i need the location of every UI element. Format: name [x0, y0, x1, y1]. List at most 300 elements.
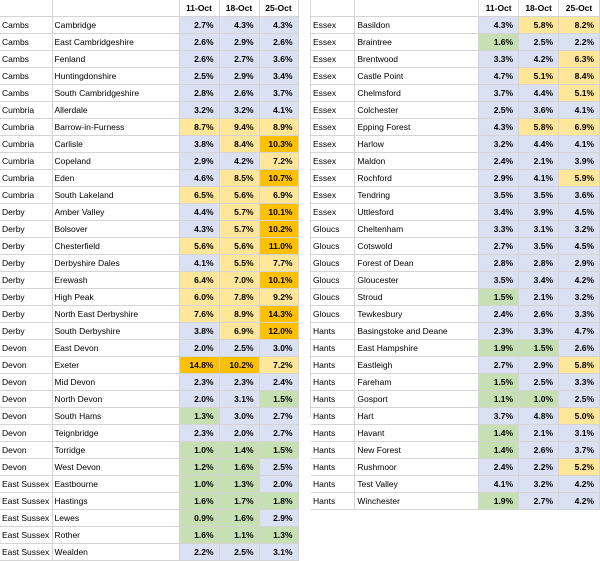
rate-11-oct-cell[interactable]: 1.4% [479, 425, 519, 442]
rate-11-oct-cell[interactable]: 4.3% [479, 119, 519, 136]
rate-25-oct-cell[interactable]: 3.6% [259, 51, 298, 68]
rate-25-oct-cell[interactable]: 3.7% [559, 442, 600, 459]
rate-25-oct-cell[interactable]: 3.4% [259, 68, 298, 85]
rate-25-oct-cell[interactable]: 4.1% [559, 136, 600, 153]
district-cell[interactable]: Fenland [52, 51, 179, 68]
county-cell[interactable]: Essex [311, 51, 355, 68]
rate-25-oct-cell[interactable]: 4.1% [259, 102, 298, 119]
rate-25-oct-cell[interactable]: 4.5% [559, 238, 600, 255]
rate-18-oct-cell[interactable]: 2.1% [519, 425, 559, 442]
date-header[interactable]: 25-Oct [259, 0, 298, 17]
rate-11-oct-cell[interactable]: 1.2% [179, 459, 219, 476]
county-cell[interactable]: Devon [0, 459, 52, 476]
rate-25-oct-cell[interactable]: 2.0% [259, 476, 298, 493]
rate-18-oct-cell[interactable]: 4.4% [519, 85, 559, 102]
county-cell[interactable]: Gloucs [311, 272, 355, 289]
rate-18-oct-cell[interactable]: 5.7% [219, 221, 259, 238]
rate-25-oct-cell[interactable]: 3.2% [559, 221, 600, 238]
rate-11-oct-cell[interactable]: 4.4% [179, 204, 219, 221]
district-cell[interactable]: Copeland [52, 153, 179, 170]
district-cell[interactable]: Chesterfield [52, 238, 179, 255]
rate-11-oct-cell[interactable]: 2.3% [479, 323, 519, 340]
rate-11-oct-cell[interactable]: 4.1% [179, 255, 219, 272]
district-cell[interactable]: Hart [355, 408, 479, 425]
rate-18-oct-cell[interactable]: 5.6% [219, 238, 259, 255]
rate-11-oct-cell[interactable]: 2.5% [179, 68, 219, 85]
district-cell[interactable]: Basildon [355, 17, 479, 34]
rate-25-oct-cell[interactable]: 2.2% [559, 34, 600, 51]
rate-11-oct-cell[interactable]: 1.1% [479, 391, 519, 408]
rate-18-oct-cell[interactable]: 3.5% [519, 238, 559, 255]
rate-18-oct-cell[interactable]: 2.9% [519, 357, 559, 374]
district-cell[interactable]: East Hampshire [355, 340, 479, 357]
county-cell[interactable]: Cambs [0, 85, 52, 102]
rate-25-oct-cell[interactable]: 1.5% [259, 442, 298, 459]
rate-18-oct-cell[interactable]: 3.9% [519, 204, 559, 221]
rate-25-oct-cell[interactable]: 2.5% [259, 459, 298, 476]
date-header[interactable]: 18-Oct [519, 0, 559, 17]
rate-25-oct-cell[interactable]: 10.1% [259, 204, 298, 221]
rate-18-oct-cell[interactable]: 3.1% [519, 221, 559, 238]
county-cell[interactable]: East Sussex [0, 510, 52, 527]
district-cell[interactable]: Carlisle [52, 136, 179, 153]
rate-11-oct-cell[interactable]: 3.3% [479, 51, 519, 68]
rate-11-oct-cell[interactable]: 3.3% [479, 221, 519, 238]
district-cell[interactable]: Basingstoke and Deane [355, 323, 479, 340]
district-cell[interactable]: South Hams [52, 408, 179, 425]
county-cell[interactable]: Derby [0, 289, 52, 306]
rate-18-oct-cell[interactable]: 1.4% [219, 442, 259, 459]
rate-18-oct-cell[interactable]: 5.6% [219, 187, 259, 204]
date-header[interactable]: 11-Oct [479, 0, 519, 17]
rate-11-oct-cell[interactable]: 2.6% [179, 51, 219, 68]
district-cell[interactable]: Rother [52, 527, 179, 544]
rate-11-oct-cell[interactable]: 6.5% [179, 187, 219, 204]
rate-18-oct-cell[interactable]: 1.3% [219, 476, 259, 493]
rate-11-oct-cell[interactable]: 1.6% [479, 34, 519, 51]
rate-25-oct-cell[interactable]: 1.8% [259, 493, 298, 510]
rate-25-oct-cell[interactable]: 10.2% [259, 221, 298, 238]
rate-11-oct-cell[interactable]: 7.6% [179, 306, 219, 323]
rate-11-oct-cell[interactable]: 2.7% [179, 17, 219, 34]
district-cell[interactable]: Stroud [355, 289, 479, 306]
rate-25-oct-cell[interactable]: 5.2% [559, 459, 600, 476]
rate-11-oct-cell[interactable]: 4.1% [479, 476, 519, 493]
rate-25-oct-cell[interactable]: 1.3% [259, 527, 298, 544]
header-cell[interactable] [52, 0, 179, 17]
rate-18-oct-cell[interactable]: 1.1% [219, 527, 259, 544]
rate-11-oct-cell[interactable]: 8.7% [179, 119, 219, 136]
rate-11-oct-cell[interactable]: 14.8% [179, 357, 219, 374]
date-header[interactable]: 11-Oct [179, 0, 219, 17]
rate-11-oct-cell[interactable]: 3.5% [479, 272, 519, 289]
county-cell[interactable]: Gloucs [311, 306, 355, 323]
rate-25-oct-cell[interactable]: 3.2% [559, 289, 600, 306]
district-cell[interactable]: Epping Forest [355, 119, 479, 136]
rate-11-oct-cell[interactable]: 6.0% [179, 289, 219, 306]
county-cell[interactable]: East Sussex [0, 493, 52, 510]
date-header[interactable]: 18-Oct [219, 0, 259, 17]
rate-25-oct-cell[interactable]: 7.2% [259, 357, 298, 374]
county-cell[interactable]: Cumbria [0, 170, 52, 187]
rate-25-oct-cell[interactable]: 11.0% [259, 238, 298, 255]
rate-18-oct-cell[interactable]: 1.5% [519, 340, 559, 357]
district-cell[interactable]: Eastleigh [355, 357, 479, 374]
county-cell[interactable]: Essex [311, 153, 355, 170]
rate-25-oct-cell[interactable]: 4.3% [259, 17, 298, 34]
rate-25-oct-cell[interactable]: 10.3% [259, 136, 298, 153]
rate-18-oct-cell[interactable]: 2.9% [219, 68, 259, 85]
rate-18-oct-cell[interactable]: 2.0% [219, 425, 259, 442]
rate-25-oct-cell[interactable]: 5.1% [559, 85, 600, 102]
county-cell[interactable]: Essex [311, 34, 355, 51]
county-cell[interactable]: Essex [311, 85, 355, 102]
rate-18-oct-cell[interactable]: 4.3% [219, 17, 259, 34]
rate-18-oct-cell[interactable]: 4.8% [519, 408, 559, 425]
rate-25-oct-cell[interactable]: 5.8% [559, 357, 600, 374]
rate-11-oct-cell[interactable]: 6.4% [179, 272, 219, 289]
county-cell[interactable]: Cumbria [0, 136, 52, 153]
district-cell[interactable]: Eden [52, 170, 179, 187]
county-cell[interactable]: East Sussex [0, 544, 52, 561]
district-cell[interactable]: Castle Point [355, 68, 479, 85]
rate-25-oct-cell[interactable]: 7.2% [259, 153, 298, 170]
rate-18-oct-cell[interactable]: 3.3% [519, 323, 559, 340]
rate-18-oct-cell[interactable]: 8.9% [219, 306, 259, 323]
county-cell[interactable]: Cumbria [0, 187, 52, 204]
rate-11-oct-cell[interactable]: 1.9% [479, 493, 519, 510]
county-cell[interactable]: Devon [0, 425, 52, 442]
rate-18-oct-cell[interactable]: 9.4% [219, 119, 259, 136]
rate-18-oct-cell[interactable]: 2.3% [219, 374, 259, 391]
rate-11-oct-cell[interactable]: 4.3% [479, 17, 519, 34]
rate-18-oct-cell[interactable]: 2.5% [219, 544, 259, 561]
rate-18-oct-cell[interactable]: 5.7% [219, 204, 259, 221]
rate-18-oct-cell[interactable]: 3.4% [519, 272, 559, 289]
rate-18-oct-cell[interactable]: 2.6% [519, 442, 559, 459]
rate-11-oct-cell[interactable]: 1.6% [179, 493, 219, 510]
county-cell[interactable]: Cambs [0, 51, 52, 68]
rate-11-oct-cell[interactable]: 3.4% [479, 204, 519, 221]
district-cell[interactable]: South Cambridgeshire [52, 85, 179, 102]
county-cell[interactable]: Cumbria [0, 153, 52, 170]
rate-18-oct-cell[interactable]: 1.7% [219, 493, 259, 510]
county-cell[interactable]: Derby [0, 323, 52, 340]
rate-11-oct-cell[interactable]: 2.7% [479, 238, 519, 255]
district-cell[interactable]: Teignbridge [52, 425, 179, 442]
district-cell[interactable]: East Devon [52, 340, 179, 357]
rate-18-oct-cell[interactable]: 5.5% [219, 255, 259, 272]
county-cell[interactable]: Derby [0, 204, 52, 221]
rate-25-oct-cell[interactable]: 3.0% [259, 340, 298, 357]
rate-25-oct-cell[interactable]: 1.5% [259, 391, 298, 408]
county-cell[interactable]: Cambs [0, 34, 52, 51]
county-cell[interactable]: East Sussex [0, 476, 52, 493]
rate-11-oct-cell[interactable]: 3.7% [479, 408, 519, 425]
rate-18-oct-cell[interactable]: 2.9% [219, 34, 259, 51]
rate-11-oct-cell[interactable]: 1.6% [179, 527, 219, 544]
rate-11-oct-cell[interactable]: 2.4% [479, 306, 519, 323]
rate-25-oct-cell[interactable]: 3.1% [259, 544, 298, 561]
rate-11-oct-cell[interactable]: 5.6% [179, 238, 219, 255]
county-cell[interactable]: Hants [311, 476, 355, 493]
county-cell[interactable]: Hants [311, 442, 355, 459]
rate-11-oct-cell[interactable]: 3.2% [479, 136, 519, 153]
county-cell[interactable]: Hants [311, 391, 355, 408]
rate-25-oct-cell[interactable]: 3.7% [259, 85, 298, 102]
rate-25-oct-cell[interactable]: 2.7% [259, 408, 298, 425]
county-cell[interactable]: Hants [311, 459, 355, 476]
rate-11-oct-cell[interactable]: 4.3% [179, 221, 219, 238]
header-cell[interactable] [0, 0, 52, 17]
county-cell[interactable]: Hants [311, 425, 355, 442]
district-cell[interactable]: Harlow [355, 136, 479, 153]
county-cell[interactable]: Hants [311, 323, 355, 340]
district-cell[interactable]: Forest of Dean [355, 255, 479, 272]
district-cell[interactable]: Test Valley [355, 476, 479, 493]
rate-18-oct-cell[interactable]: 5.8% [519, 17, 559, 34]
rate-25-oct-cell[interactable]: 9.2% [259, 289, 298, 306]
district-cell[interactable]: Winchester [355, 493, 479, 510]
district-cell[interactable]: Tendring [355, 187, 479, 204]
rate-11-oct-cell[interactable]: 3.5% [479, 187, 519, 204]
county-cell[interactable]: Essex [311, 17, 355, 34]
district-cell[interactable]: Chelmsford [355, 85, 479, 102]
rate-18-oct-cell[interactable]: 10.2% [219, 357, 259, 374]
rate-18-oct-cell[interactable]: 3.6% [519, 102, 559, 119]
rate-25-oct-cell[interactable]: 2.6% [559, 340, 600, 357]
district-cell[interactable]: Allerdale [52, 102, 179, 119]
county-cell[interactable]: Devon [0, 408, 52, 425]
rate-11-oct-cell[interactable]: 2.7% [479, 357, 519, 374]
district-cell[interactable]: High Peak [52, 289, 179, 306]
district-cell[interactable]: North East Derbyshire [52, 306, 179, 323]
rate-11-oct-cell[interactable]: 2.3% [179, 425, 219, 442]
rate-18-oct-cell[interactable]: 4.1% [519, 170, 559, 187]
district-cell[interactable]: Gloucester [355, 272, 479, 289]
county-cell[interactable]: Essex [311, 204, 355, 221]
rate-25-oct-cell[interactable]: 12.0% [259, 323, 298, 340]
district-cell[interactable]: Maldon [355, 153, 479, 170]
rate-18-oct-cell[interactable]: 7.8% [219, 289, 259, 306]
district-cell[interactable]: Barrow-in-Furness [52, 119, 179, 136]
rate-18-oct-cell[interactable]: 7.0% [219, 272, 259, 289]
rate-18-oct-cell[interactable]: 2.7% [519, 493, 559, 510]
district-cell[interactable]: Braintree [355, 34, 479, 51]
county-cell[interactable]: Gloucs [311, 238, 355, 255]
rate-11-oct-cell[interactable]: 1.9% [479, 340, 519, 357]
rate-25-oct-cell[interactable]: 5.9% [559, 170, 600, 187]
rate-18-oct-cell[interactable]: 3.2% [519, 476, 559, 493]
rate-18-oct-cell[interactable]: 1.6% [219, 459, 259, 476]
county-cell[interactable]: Hants [311, 408, 355, 425]
district-cell[interactable]: Amber Valley [52, 204, 179, 221]
rate-18-oct-cell[interactable]: 5.8% [519, 119, 559, 136]
county-cell[interactable]: Hants [311, 340, 355, 357]
rate-18-oct-cell[interactable]: 2.2% [519, 459, 559, 476]
rate-25-oct-cell[interactable]: 10.1% [259, 272, 298, 289]
rate-18-oct-cell[interactable]: 6.9% [219, 323, 259, 340]
rate-25-oct-cell[interactable]: 4.2% [559, 476, 600, 493]
county-cell[interactable]: Gloucs [311, 221, 355, 238]
county-cell[interactable]: Devon [0, 442, 52, 459]
rate-25-oct-cell[interactable]: 4.2% [559, 493, 600, 510]
header-cell[interactable] [311, 0, 355, 17]
district-cell[interactable]: South Derbyshire [52, 323, 179, 340]
rate-25-oct-cell[interactable]: 3.6% [559, 187, 600, 204]
rate-25-oct-cell[interactable]: 2.5% [559, 391, 600, 408]
rate-25-oct-cell[interactable]: 8.2% [559, 17, 600, 34]
district-cell[interactable]: East Cambridgeshire [52, 34, 179, 51]
district-cell[interactable]: North Devon [52, 391, 179, 408]
district-cell[interactable]: Gosport [355, 391, 479, 408]
rate-11-oct-cell[interactable]: 1.4% [479, 442, 519, 459]
county-cell[interactable]: Cambs [0, 17, 52, 34]
county-cell[interactable]: Hants [311, 493, 355, 510]
district-cell[interactable]: Exeter [52, 357, 179, 374]
district-cell[interactable]: Lewes [52, 510, 179, 527]
rate-18-oct-cell[interactable]: 4.2% [519, 51, 559, 68]
rate-11-oct-cell[interactable]: 3.8% [179, 136, 219, 153]
rate-18-oct-cell[interactable]: 1.0% [519, 391, 559, 408]
county-cell[interactable]: Gloucs [311, 289, 355, 306]
district-cell[interactable]: Huntingdonshire [52, 68, 179, 85]
rate-18-oct-cell[interactable]: 2.1% [519, 153, 559, 170]
header-cell[interactable] [355, 0, 479, 17]
rate-11-oct-cell[interactable]: 2.8% [179, 85, 219, 102]
rate-18-oct-cell[interactable]: 8.5% [219, 170, 259, 187]
rate-11-oct-cell[interactable]: 2.6% [179, 34, 219, 51]
county-cell[interactable]: Derby [0, 272, 52, 289]
rate-25-oct-cell[interactable]: 7.7% [259, 255, 298, 272]
county-cell[interactable]: Derby [0, 238, 52, 255]
rate-11-oct-cell[interactable]: 2.4% [479, 459, 519, 476]
county-cell[interactable]: Derby [0, 221, 52, 238]
district-cell[interactable]: Brentwood [355, 51, 479, 68]
rate-18-oct-cell[interactable]: 2.5% [519, 34, 559, 51]
district-cell[interactable]: South Lakeland [52, 187, 179, 204]
rate-25-oct-cell[interactable]: 4.2% [559, 272, 600, 289]
district-cell[interactable]: Havant [355, 425, 479, 442]
rate-18-oct-cell[interactable]: 2.5% [219, 340, 259, 357]
district-cell[interactable]: Colchester [355, 102, 479, 119]
rate-11-oct-cell[interactable]: 2.4% [479, 153, 519, 170]
rate-11-oct-cell[interactable]: 2.5% [479, 102, 519, 119]
rate-11-oct-cell[interactable]: 2.0% [179, 391, 219, 408]
rate-11-oct-cell[interactable]: 1.5% [479, 374, 519, 391]
rate-11-oct-cell[interactable]: 3.7% [479, 85, 519, 102]
county-cell[interactable]: Devon [0, 357, 52, 374]
county-cell[interactable]: Hants [311, 374, 355, 391]
rate-11-oct-cell[interactable]: 2.9% [479, 170, 519, 187]
date-header[interactable]: 25-Oct [559, 0, 600, 17]
rate-18-oct-cell[interactable]: 2.8% [519, 255, 559, 272]
rate-25-oct-cell[interactable]: 2.6% [259, 34, 298, 51]
rate-25-oct-cell[interactable]: 3.3% [559, 374, 600, 391]
rate-11-oct-cell[interactable]: 4.7% [479, 68, 519, 85]
county-cell[interactable]: Cambs [0, 68, 52, 85]
rate-11-oct-cell[interactable]: 2.3% [179, 374, 219, 391]
rate-25-oct-cell[interactable]: 2.9% [559, 255, 600, 272]
county-cell[interactable]: Cumbria [0, 119, 52, 136]
district-cell[interactable]: Eastbourne [52, 476, 179, 493]
rate-18-oct-cell[interactable]: 4.2% [219, 153, 259, 170]
rate-18-oct-cell[interactable]: 2.6% [219, 85, 259, 102]
county-cell[interactable]: Essex [311, 187, 355, 204]
rate-11-oct-cell[interactable]: 1.0% [179, 476, 219, 493]
county-cell[interactable]: Essex [311, 136, 355, 153]
rate-25-oct-cell[interactable]: 14.3% [259, 306, 298, 323]
county-cell[interactable]: Derby [0, 255, 52, 272]
county-cell[interactable]: Devon [0, 340, 52, 357]
rate-18-oct-cell[interactable]: 2.5% [519, 374, 559, 391]
county-cell[interactable]: Gloucs [311, 255, 355, 272]
rate-25-oct-cell[interactable]: 5.0% [559, 408, 600, 425]
county-cell[interactable]: Essex [311, 102, 355, 119]
district-cell[interactable]: Tewkesbury [355, 306, 479, 323]
district-cell[interactable]: Mid Devon [52, 374, 179, 391]
county-cell[interactable]: Devon [0, 374, 52, 391]
rate-25-oct-cell[interactable]: 8.4% [559, 68, 600, 85]
district-cell[interactable]: Uttlesford [355, 204, 479, 221]
rate-18-oct-cell[interactable]: 3.1% [219, 391, 259, 408]
rate-25-oct-cell[interactable]: 3.3% [559, 306, 600, 323]
rate-11-oct-cell[interactable]: 1.5% [479, 289, 519, 306]
district-cell[interactable]: Derbyshire Dales [52, 255, 179, 272]
rate-18-oct-cell[interactable]: 4.4% [519, 136, 559, 153]
county-cell[interactable]: East Sussex [0, 527, 52, 544]
district-cell[interactable]: Rushmoor [355, 459, 479, 476]
district-cell[interactable]: Cambridge [52, 17, 179, 34]
rate-25-oct-cell[interactable]: 4.1% [559, 102, 600, 119]
rate-18-oct-cell[interactable]: 5.1% [519, 68, 559, 85]
rate-25-oct-cell[interactable]: 4.5% [559, 204, 600, 221]
rate-11-oct-cell[interactable]: 2.8% [479, 255, 519, 272]
district-cell[interactable]: Cotswold [355, 238, 479, 255]
district-cell[interactable]: Rochford [355, 170, 479, 187]
rate-18-oct-cell[interactable]: 1.6% [219, 510, 259, 527]
county-cell[interactable]: Cumbria [0, 102, 52, 119]
district-cell[interactable]: Erewash [52, 272, 179, 289]
county-cell[interactable]: Essex [311, 170, 355, 187]
rate-25-oct-cell[interactable]: 2.4% [259, 374, 298, 391]
rate-25-oct-cell[interactable]: 3.9% [559, 153, 600, 170]
rate-25-oct-cell[interactable]: 4.7% [559, 323, 600, 340]
rate-18-oct-cell[interactable]: 3.5% [519, 187, 559, 204]
county-cell[interactable]: Devon [0, 391, 52, 408]
rate-18-oct-cell[interactable]: 3.0% [219, 408, 259, 425]
district-cell[interactable]: Fareham [355, 374, 479, 391]
district-cell[interactable]: Hastings [52, 493, 179, 510]
district-cell[interactable]: Cheltenham [355, 221, 479, 238]
district-cell[interactable]: Wealden [52, 544, 179, 561]
rate-11-oct-cell[interactable]: 3.2% [179, 102, 219, 119]
rate-25-oct-cell[interactable]: 6.3% [559, 51, 600, 68]
rate-18-oct-cell[interactable]: 8.4% [219, 136, 259, 153]
rate-18-oct-cell[interactable]: 2.7% [219, 51, 259, 68]
rate-11-oct-cell[interactable]: 1.3% [179, 408, 219, 425]
rate-25-oct-cell[interactable]: 3.1% [559, 425, 600, 442]
rate-25-oct-cell[interactable]: 2.7% [259, 425, 298, 442]
rate-11-oct-cell[interactable]: 1.0% [179, 442, 219, 459]
rate-25-oct-cell[interactable]: 6.9% [259, 187, 298, 204]
rate-18-oct-cell[interactable]: 2.1% [519, 289, 559, 306]
rate-11-oct-cell[interactable]: 2.0% [179, 340, 219, 357]
district-cell[interactable]: Torridge [52, 442, 179, 459]
rate-11-oct-cell[interactable]: 2.2% [179, 544, 219, 561]
rate-11-oct-cell[interactable]: 2.9% [179, 153, 219, 170]
rate-11-oct-cell[interactable]: 4.6% [179, 170, 219, 187]
